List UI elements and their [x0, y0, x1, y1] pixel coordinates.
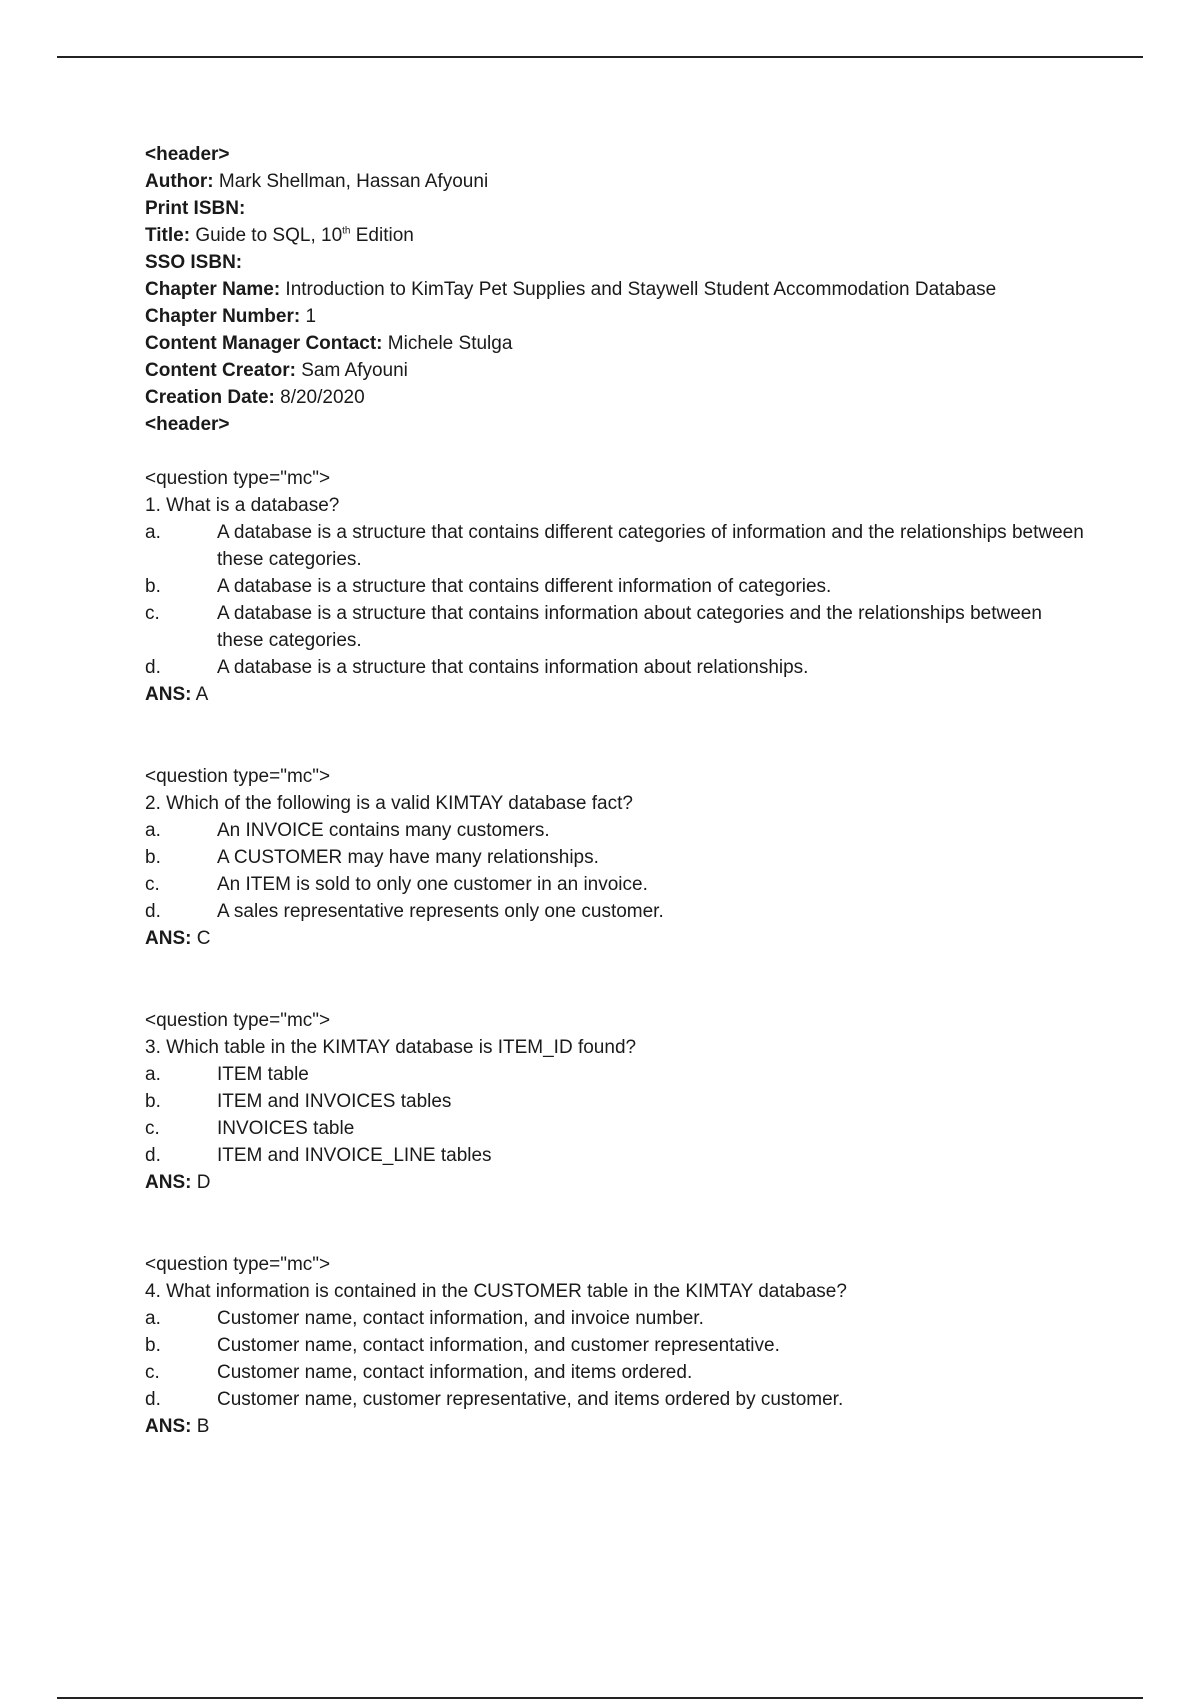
- option-d: [145, 898, 1090, 925]
- spacer: [145, 1196, 1090, 1251]
- author-label: Author:: [145, 171, 214, 192]
- content-manager-line: [145, 330, 1090, 357]
- question-block: [145, 763, 1090, 952]
- chapter-number-label: Chapter Number:: [145, 306, 301, 327]
- option-c: [145, 1115, 1090, 1142]
- question-text: 4. What information is contained in the CUSTOMER table in the KIMTAY database?: [145, 1281, 847, 1302]
- answer-value: B: [191, 1416, 210, 1437]
- chapter-number-line: [145, 303, 1090, 330]
- option-text: A database is a structure that contains information about categories and the relationships between these categories.: [217, 603, 1042, 651]
- spacer: [145, 952, 1090, 1007]
- option-letter: a.: [145, 820, 161, 841]
- option-letter: b.: [145, 1091, 161, 1112]
- content-manager-label: Content Manager Contact:: [145, 333, 383, 354]
- chapter-name-value: Introduction to KimTay Pet Supplies and Staywell Student Accommodation Database: [280, 279, 997, 300]
- sso-isbn-label: SSO ISBN:: [145, 252, 243, 273]
- option-text: A database is a structure that contains different categories of information and the relationships between these categories.: [217, 522, 1084, 570]
- question-text: 1. What is a database?: [145, 495, 340, 516]
- option-text: A sales representative represents only one customer.: [217, 901, 664, 922]
- answer-line: [145, 1169, 1090, 1196]
- option-text: Customer name, contact information, and items ordered.: [217, 1362, 693, 1383]
- option-text: ITEM and INVOICE_LINE tables: [217, 1145, 492, 1166]
- option-text: An INVOICE contains many customers.: [217, 820, 550, 841]
- sso-isbn-line: [145, 249, 1090, 276]
- answer-value: C: [191, 928, 211, 949]
- title-value-main: Guide to SQL, 10: [190, 225, 343, 246]
- content-manager-value: Michele Stulga: [382, 333, 513, 354]
- answer-value: A: [191, 684, 209, 705]
- option-c: [145, 871, 1090, 898]
- answer-label: ANS:: [145, 928, 192, 949]
- option-b: [145, 573, 1090, 600]
- title-value-superscript: th: [342, 225, 351, 237]
- creation-date-line: [145, 384, 1090, 411]
- option-b: [145, 844, 1090, 871]
- question-text: 3. Which table in the KIMTAY database is ITEM_ID found?: [145, 1037, 637, 1058]
- option-b: [145, 1332, 1090, 1359]
- title-label: Title:: [145, 225, 191, 246]
- answer-line: [145, 1413, 1090, 1440]
- option-text: ITEM and INVOICES tables: [217, 1091, 452, 1112]
- option-letter: a.: [145, 522, 161, 543]
- author-value: Mark Shellman, Hassan Afyouni: [213, 171, 489, 192]
- question-block: [145, 465, 1090, 708]
- question-block: [145, 1007, 1090, 1196]
- answer-label: ANS:: [145, 684, 192, 705]
- bottom-rule: [57, 1697, 1143, 1699]
- option-c: [145, 1359, 1090, 1386]
- option-a: [145, 519, 1090, 573]
- question-tag: <question type="mc">: [145, 468, 331, 489]
- title-line: [145, 222, 1090, 249]
- option-text: A database is a structure that contains different information of categories.: [217, 576, 832, 597]
- question-tag: <question type="mc">: [145, 1010, 331, 1031]
- document-body: [145, 141, 1090, 1440]
- answer-line: [145, 925, 1090, 952]
- spacer: [145, 708, 1090, 763]
- option-c: [145, 600, 1090, 654]
- header-close-tag: <header>: [145, 414, 230, 435]
- option-text: An ITEM is sold to only one customer in an invoice.: [217, 874, 648, 895]
- option-letter: d.: [145, 1145, 161, 1166]
- option-letter: b.: [145, 1335, 161, 1356]
- option-text: Customer name, contact information, and customer representative.: [217, 1335, 780, 1356]
- question-tag: <question type="mc">: [145, 1254, 331, 1275]
- print-isbn-label: Print ISBN:: [145, 198, 246, 219]
- content-creator-value: Sam Afyouni: [295, 360, 408, 381]
- question-block: [145, 1251, 1090, 1440]
- option-letter: c.: [145, 1362, 160, 1383]
- answer-label: ANS:: [145, 1172, 192, 1193]
- title-value: [190, 225, 414, 246]
- option-text: Customer name, customer representative, and items ordered by customer.: [217, 1389, 844, 1410]
- creation-date-value: 8/20/2020: [274, 387, 365, 408]
- option-a: [145, 1305, 1090, 1332]
- content-creator-line: [145, 357, 1090, 384]
- question-text: 2. Which of the following is a valid KIMTAY database fact?: [145, 793, 633, 814]
- option-letter: d.: [145, 657, 161, 678]
- option-text: Customer name, contact information, and invoice number.: [217, 1308, 704, 1329]
- option-letter: d.: [145, 1389, 161, 1410]
- answer-line: [145, 681, 1090, 708]
- option-letter: c.: [145, 603, 160, 624]
- option-text: A database is a structure that contains information about relationships.: [217, 657, 809, 678]
- header-open-tag: <header>: [145, 144, 230, 165]
- title-value-edition: Edition: [350, 225, 414, 246]
- chapter-number-value: 1: [300, 306, 317, 327]
- option-d: [145, 1142, 1090, 1169]
- top-rule: [57, 56, 1143, 58]
- option-letter: b.: [145, 847, 161, 868]
- option-text: INVOICES table: [217, 1118, 355, 1139]
- option-d: [145, 654, 1090, 681]
- option-a: [145, 817, 1090, 844]
- option-text: A CUSTOMER may have many relationships.: [217, 847, 599, 868]
- content-creator-label: Content Creator:: [145, 360, 296, 381]
- option-letter: a.: [145, 1308, 161, 1329]
- answer-value: D: [191, 1172, 211, 1193]
- creation-date-label: Creation Date:: [145, 387, 275, 408]
- option-b: [145, 1088, 1090, 1115]
- chapter-name-label: Chapter Name:: [145, 279, 281, 300]
- option-letter: a.: [145, 1064, 161, 1085]
- answer-label: ANS:: [145, 1416, 192, 1437]
- option-letter: c.: [145, 874, 160, 895]
- print-isbn-line: [145, 195, 1090, 222]
- option-letter: d.: [145, 901, 161, 922]
- question-tag: <question type="mc">: [145, 766, 331, 787]
- author-line: [145, 168, 1090, 195]
- spacer: [145, 438, 1090, 465]
- chapter-name-line: [145, 276, 1090, 303]
- option-text: ITEM table: [217, 1064, 309, 1085]
- option-d: [145, 1386, 1090, 1413]
- option-a: [145, 1061, 1090, 1088]
- option-letter: c.: [145, 1118, 160, 1139]
- option-letter: b.: [145, 576, 161, 597]
